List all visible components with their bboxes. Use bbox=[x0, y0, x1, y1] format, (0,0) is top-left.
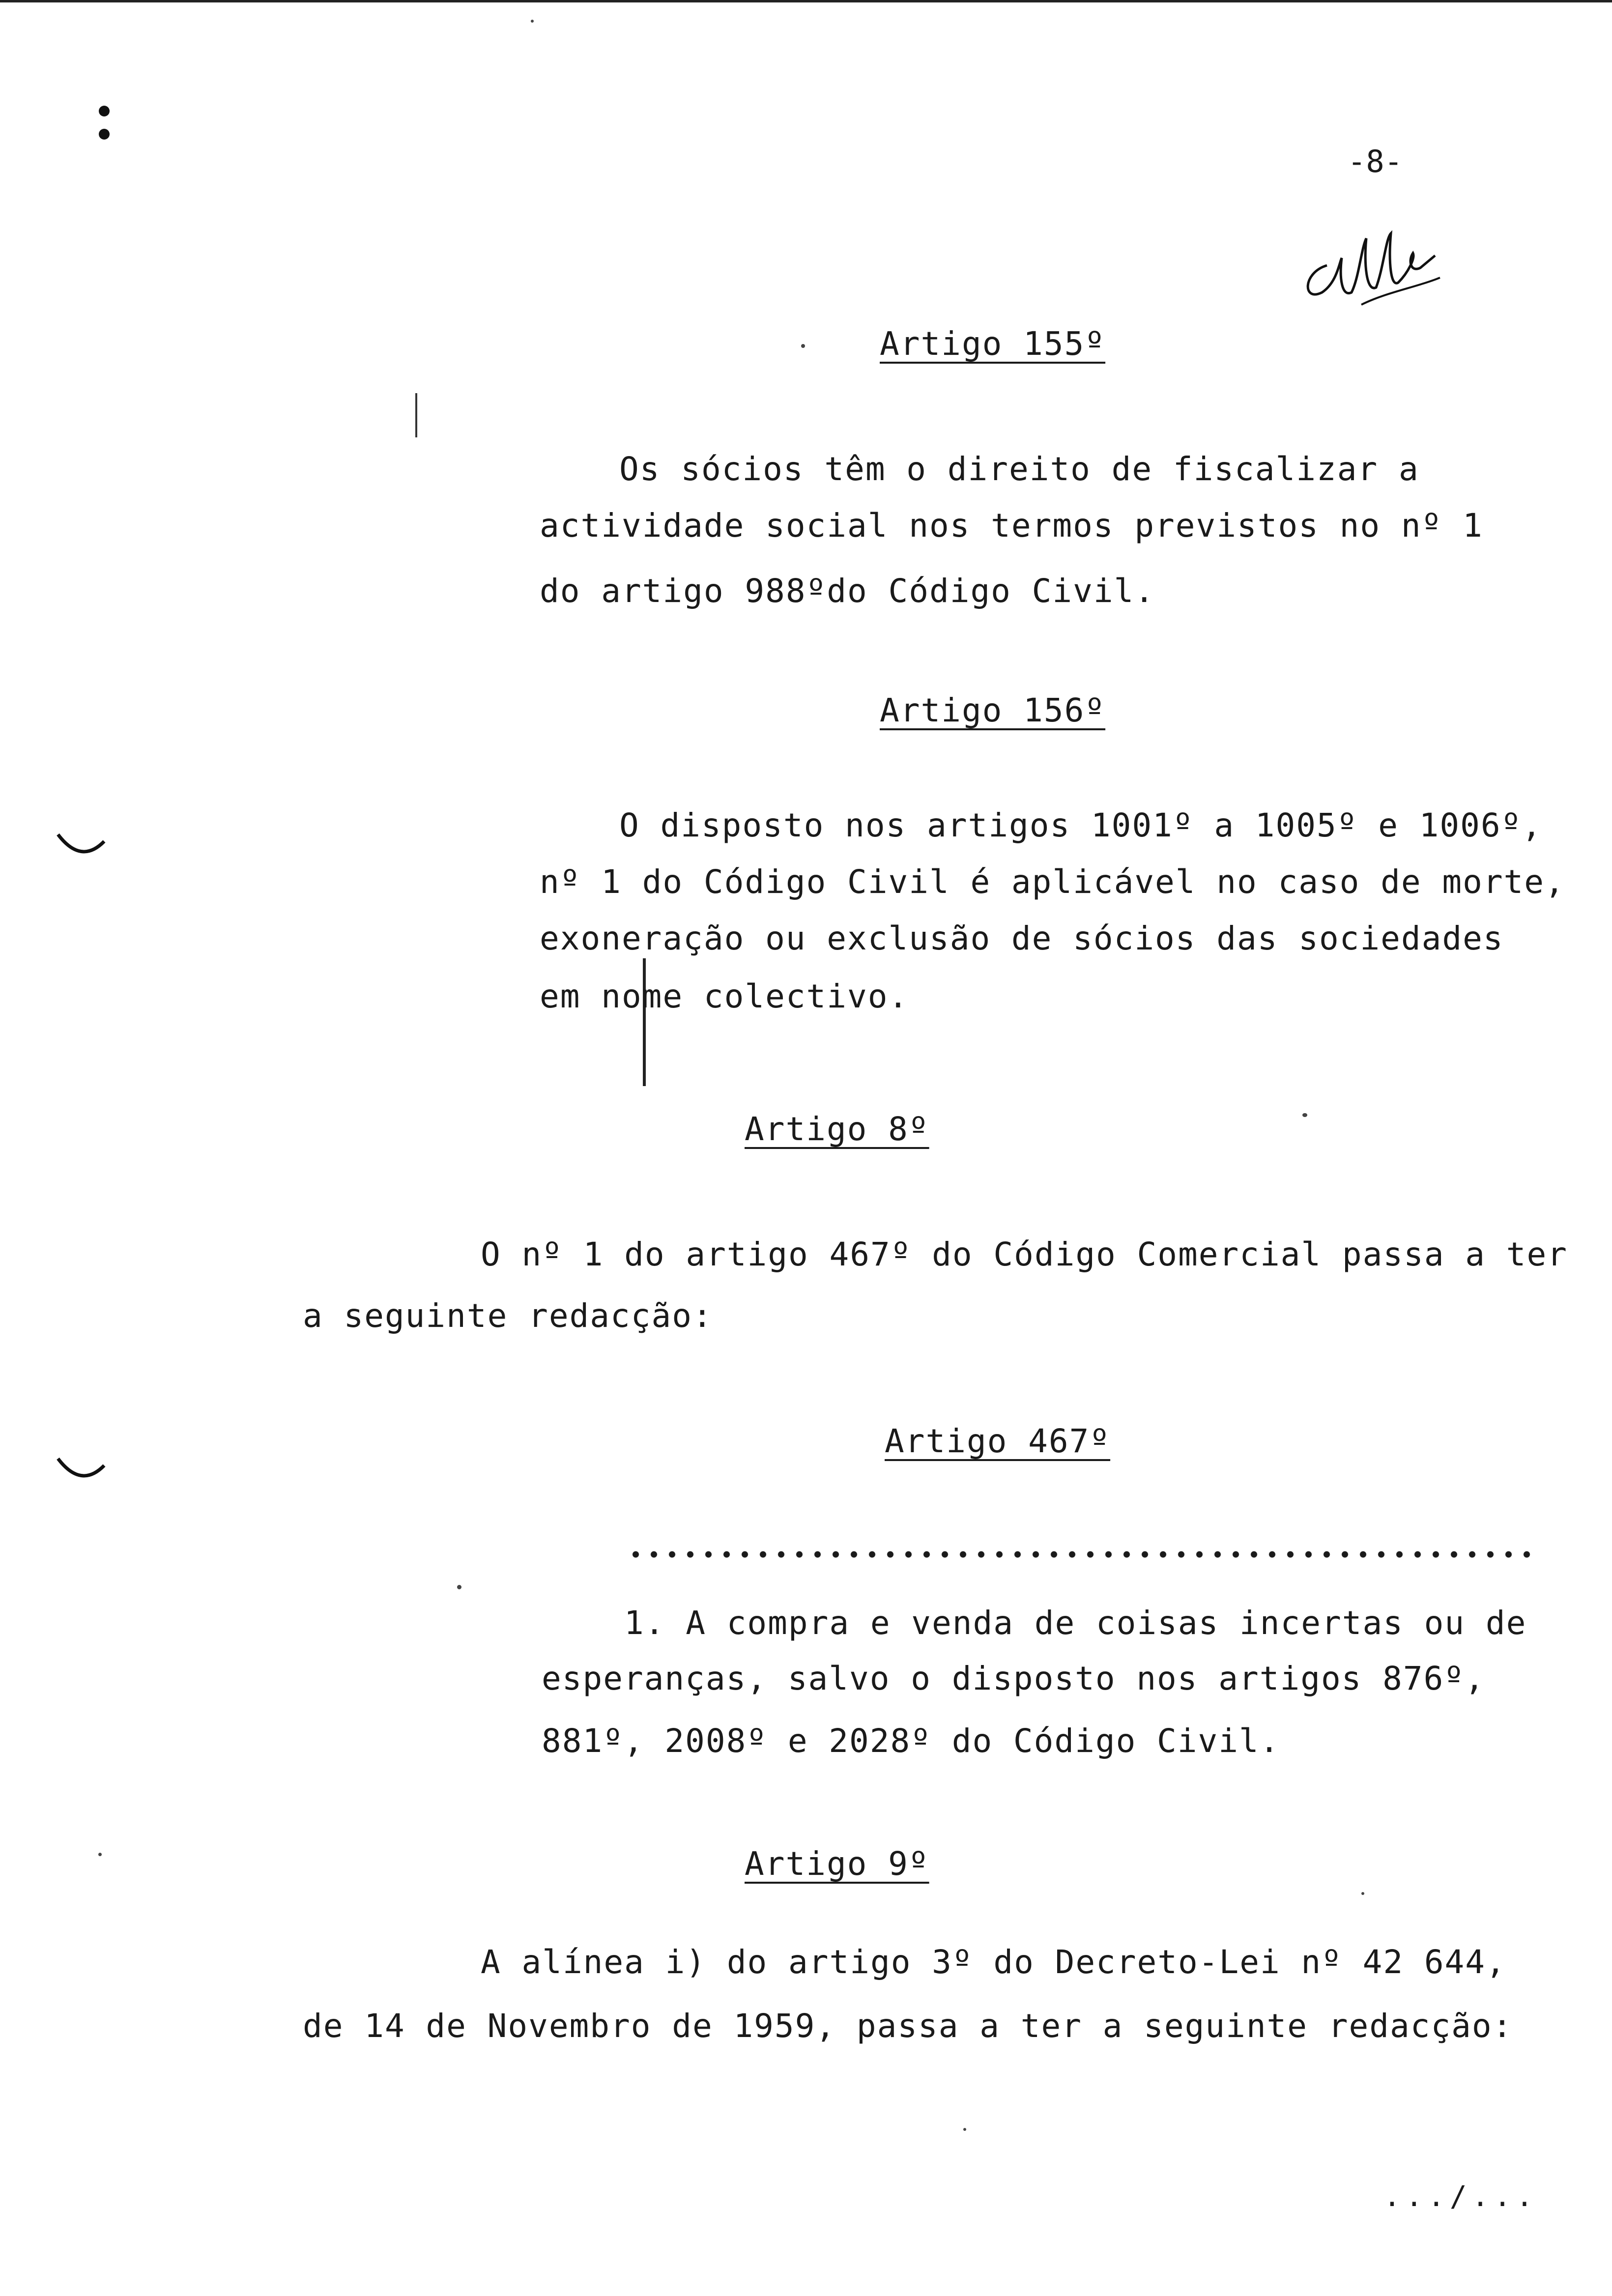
art155-line-1: Os sócios têm o direito de fiscalizar a bbox=[619, 450, 1419, 488]
heading-artigo-8: Artigo 8º bbox=[745, 1110, 929, 1148]
handwritten-initials-signature bbox=[1293, 219, 1455, 317]
scan-speck bbox=[98, 1853, 102, 1856]
art467-line-1: 1. A compra e venda de coisas incertas ou de bbox=[624, 1604, 1527, 1642]
punch-hole-arc-lower bbox=[54, 1455, 108, 1489]
scan-speck bbox=[801, 344, 805, 348]
scan-speck bbox=[457, 1585, 461, 1589]
art156-line-3: exoneração ou exclusão de sócios das sociedades bbox=[540, 919, 1504, 957]
continuation-mark: .../... bbox=[1383, 2180, 1538, 2213]
art9-line-2: de 14 de Novembro de 1959, passa a ter a seguinte redacção: bbox=[303, 2007, 1513, 2045]
margin-tick bbox=[415, 393, 417, 437]
scan-speck bbox=[531, 20, 534, 23]
page-number: -8- bbox=[1348, 144, 1403, 179]
scan-speck bbox=[1361, 1892, 1364, 1895]
art9-line-1: A alínea i) do artigo 3º do Decreto-Lei nº 42 644, bbox=[481, 1943, 1506, 1981]
art156-line-1: O disposto nos artigos 1001º a 1005º e 1006º, bbox=[619, 806, 1543, 844]
omission-dot-leader bbox=[627, 1550, 1531, 1558]
punch-hole-arc-upper bbox=[54, 831, 108, 865]
binder-hole-top bbox=[99, 106, 110, 116]
art467-line-3: 881º, 2008º e 2028º do Código Civil. bbox=[542, 1722, 1280, 1760]
art8-line-1: O nº 1 do artigo 467º do Código Comercial passa a ter bbox=[481, 1235, 1568, 1273]
binder-hole-bottom bbox=[99, 129, 110, 140]
scan-speck bbox=[963, 2128, 966, 2131]
heading-artigo-9: Artigo 9º bbox=[745, 1845, 929, 1883]
heading-artigo-467: Artigo 467º bbox=[885, 1422, 1111, 1460]
scan-top-edge bbox=[0, 0, 1612, 2]
art156-line-2: nº 1 do Código Civil é aplicável no caso de morte, bbox=[540, 863, 1565, 901]
art155-line-2: actividade social nos termos previstos no nº 1 bbox=[540, 507, 1483, 545]
heading-artigo-156: Artigo 156º bbox=[880, 691, 1106, 729]
art155-line-3: do artigo 988ºdo Código Civil. bbox=[540, 572, 1155, 610]
art156-line-4: em nome colectivo. bbox=[540, 977, 909, 1015]
art467-line-2: esperanças, salvo o disposto nos artigos 876º, bbox=[542, 1660, 1485, 1697]
heading-artigo-155: Artigo 155º bbox=[880, 325, 1106, 363]
art8-line-2: a seguinte redacção: bbox=[303, 1297, 713, 1335]
scan-speck bbox=[1302, 1113, 1307, 1117]
